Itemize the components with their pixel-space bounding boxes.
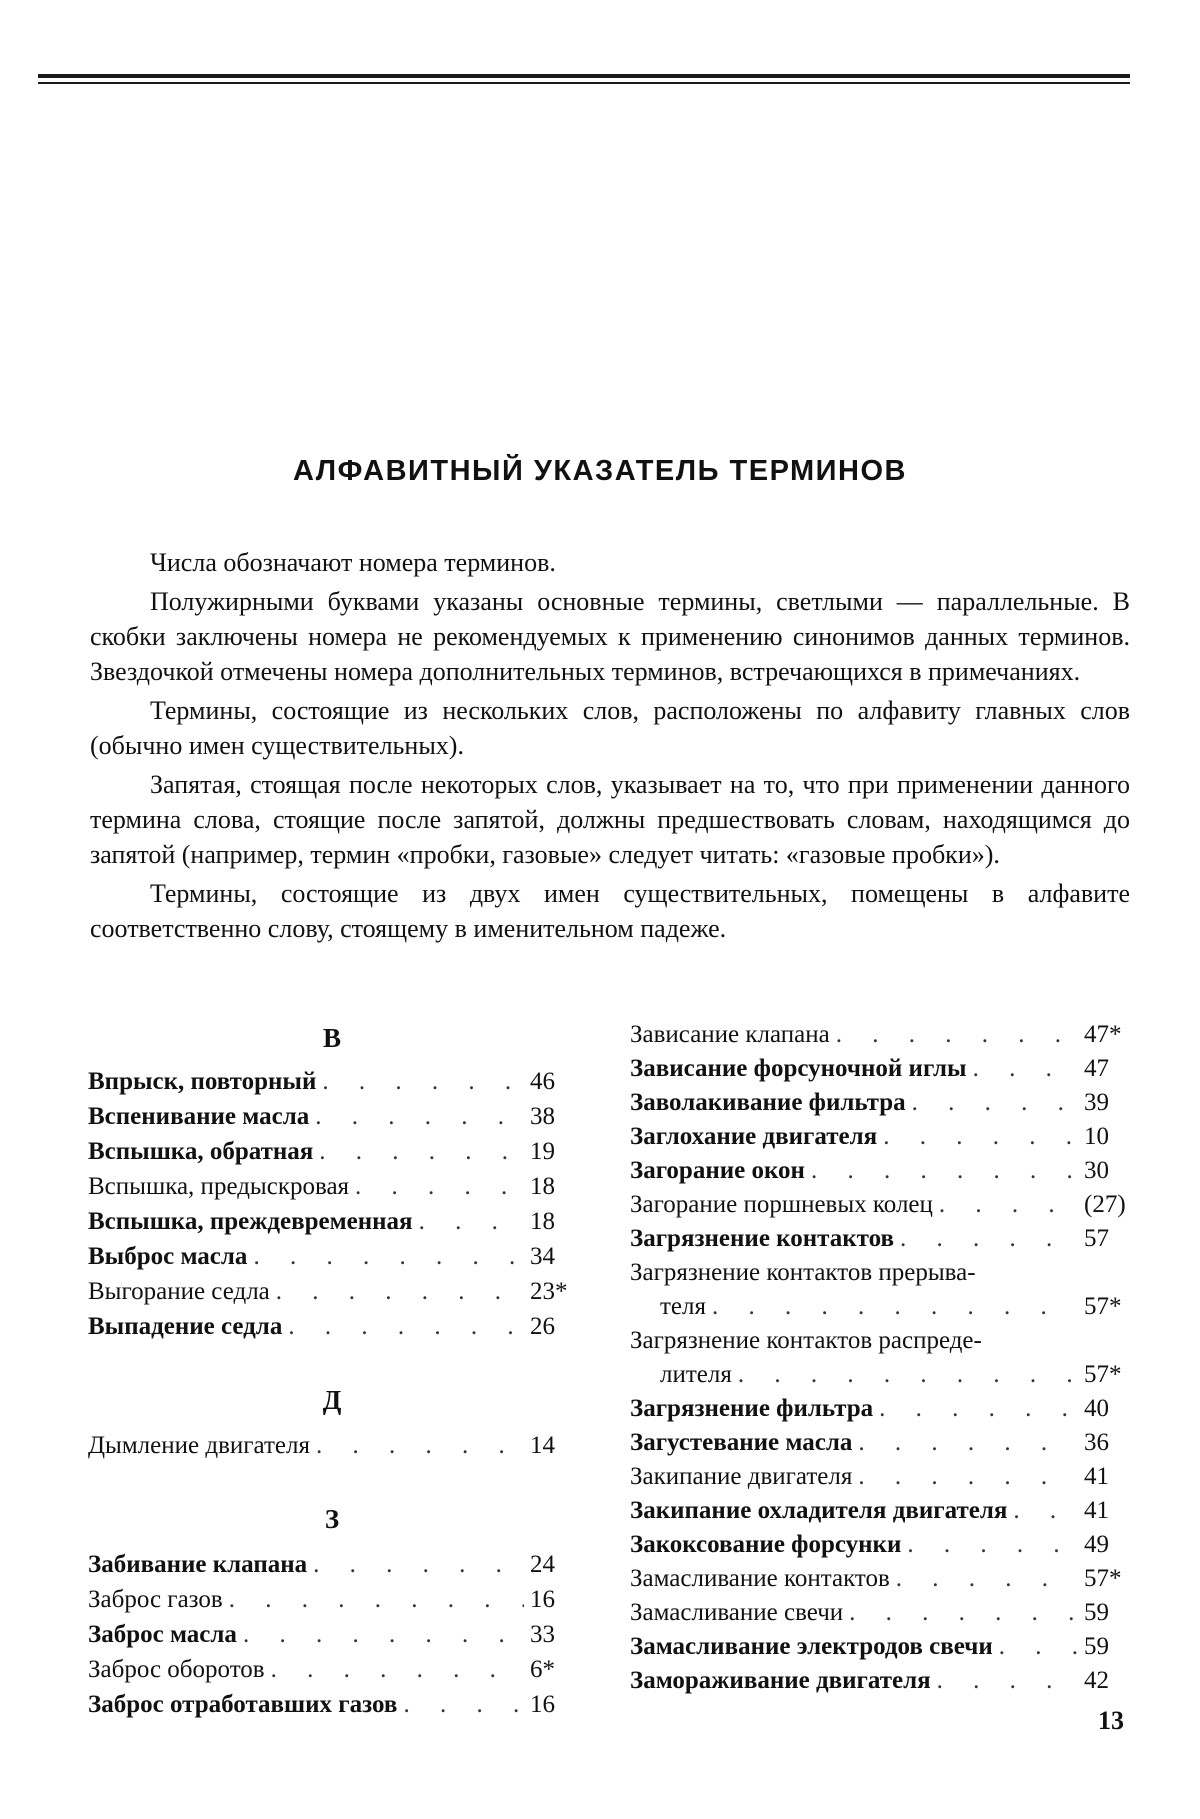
leader-dots <box>973 1052 1078 1086</box>
index-entry <box>630 1460 1130 1494</box>
top-rule <box>38 74 1130 78</box>
top-rule-thin <box>38 82 1130 84</box>
page-title: АЛФАВИТНЫЙ УКАЗАТЕЛЬ ТЕРМИНОВ <box>0 455 1200 488</box>
index-term: Загустевание масла <box>630 1426 852 1460</box>
index-term: Зависание клапана <box>630 1018 830 1052</box>
index-term: Заброс газов <box>88 1582 223 1617</box>
leader-dots <box>253 1239 524 1274</box>
index-number: 47 <box>1084 1052 1130 1086</box>
index-term: Заброс отработавших газов <box>88 1687 397 1722</box>
index-entry <box>630 1664 1130 1698</box>
index-number: 24 <box>530 1547 576 1582</box>
index-column-right <box>630 1018 1130 1698</box>
index-number: 10 <box>1084 1120 1130 1154</box>
leader-dots <box>322 1064 524 1099</box>
index-entry <box>630 1188 1130 1222</box>
index-number: 41 <box>1084 1494 1130 1528</box>
index-term: Вспенивание масла <box>88 1099 309 1134</box>
index-term: Заброс масла <box>88 1617 237 1652</box>
index-entry <box>630 1494 1130 1528</box>
index-number: 57* <box>1084 1358 1130 1392</box>
index-number: 40 <box>1084 1392 1130 1426</box>
index-term-continuation: теля <box>660 1290 706 1324</box>
leader-dots <box>907 1528 1078 1562</box>
leader-dots <box>858 1426 1078 1460</box>
index-term: Замораживание двигателя <box>630 1664 931 1698</box>
leader-dots <box>1013 1494 1078 1528</box>
index-entry <box>88 1547 576 1582</box>
leader-dots <box>276 1274 524 1309</box>
index-term: Заглохание двигателя <box>630 1120 877 1154</box>
index-number: 16 <box>530 1582 576 1617</box>
index-entry <box>88 1099 576 1134</box>
leader-dots <box>896 1562 1078 1596</box>
index-term: Дымление двигателя <box>88 1428 310 1463</box>
index-number: 23* <box>530 1274 576 1309</box>
leader-dots <box>271 1652 524 1687</box>
index-number: 57* <box>1084 1562 1130 1596</box>
index-entry <box>630 1392 1130 1426</box>
index-number: 30 <box>1084 1154 1130 1188</box>
leader-dots <box>912 1086 1078 1120</box>
index-number: 57* <box>1084 1290 1130 1324</box>
index-entry <box>630 1018 1130 1052</box>
index-entry <box>630 1630 1130 1664</box>
index-number: 26 <box>530 1309 576 1344</box>
index-term: Вспышка, обратная <box>88 1134 313 1169</box>
index-number: 34 <box>530 1239 576 1274</box>
index-number: (27) <box>1084 1188 1130 1222</box>
leader-dots <box>319 1134 524 1169</box>
index-term: Выгорание седла <box>88 1274 270 1309</box>
index-number: 42 <box>1084 1664 1130 1698</box>
index-entry <box>630 1052 1130 1086</box>
leader-dots <box>243 1617 524 1652</box>
index-term: Закоксование форсунки <box>630 1528 901 1562</box>
index-number: 36 <box>1084 1426 1130 1460</box>
index-number: 59 <box>1084 1596 1130 1630</box>
leader-dots <box>858 1460 1078 1494</box>
index-number: 14 <box>530 1428 576 1463</box>
index-entry <box>88 1239 576 1274</box>
page-number: 13 <box>1098 1706 1124 1736</box>
letter-heading-d: Д <box>88 1380 576 1420</box>
index-term: Вспышка, предыскровая <box>88 1169 349 1204</box>
index-entry <box>88 1652 576 1687</box>
leader-dots <box>999 1630 1078 1664</box>
leader-dots <box>229 1582 524 1617</box>
index-term: Замасливание свечи <box>630 1596 843 1630</box>
leader-dots <box>288 1309 524 1344</box>
index-entry <box>630 1154 1130 1188</box>
index-entry <box>88 1617 576 1652</box>
index-column-left <box>88 1018 576 1722</box>
index-term: Замасливание контактов <box>630 1562 890 1596</box>
intro-paragraph: Термины, состоящие из двух имен существительных, помещены в алфавите соответственно слову, стоящему в именительном падеже. <box>90 876 1130 946</box>
index-number: 47* <box>1084 1018 1130 1052</box>
leader-dots <box>849 1596 1078 1630</box>
index-entry <box>88 1134 576 1169</box>
index-term: Закипание охладителя двигателя <box>630 1494 1007 1528</box>
leader-dots <box>939 1188 1078 1222</box>
index-entry <box>630 1596 1130 1630</box>
index-number: 18 <box>530 1204 576 1239</box>
leader-dots <box>900 1222 1078 1256</box>
index-number: 46 <box>530 1064 576 1099</box>
index-entry <box>88 1428 576 1463</box>
index-term: Заброс оборотов <box>88 1652 265 1687</box>
intro-paragraph: Числа обозначают номера терминов. <box>90 545 1130 580</box>
index-number: 16 <box>530 1687 576 1722</box>
leader-dots <box>811 1154 1078 1188</box>
intro-paragraph: Полужирными буквами указаны основные термины, светлыми — параллельные. В скобки заключены номера не рекомендуемых к применению синонимов данных терминов. Звездочкой отмечены номера дополнительных терминов, встречающихся в примечаниях. <box>90 584 1130 689</box>
index-term: Впрыск, повторный <box>88 1064 316 1099</box>
index-number: 38 <box>530 1099 576 1134</box>
leader-dots <box>403 1687 524 1722</box>
letter-heading-v: В <box>88 1018 576 1058</box>
index-number: 39 <box>1084 1086 1130 1120</box>
index-term: Загорание поршневых колец <box>630 1188 933 1222</box>
index-term: Вспышка, преждевременная <box>88 1204 413 1239</box>
index-term: Заволакивание фильтра <box>630 1086 906 1120</box>
index-number: 6* <box>530 1652 576 1687</box>
index-term-line: Загрязнение контактов распреде- <box>630 1324 1130 1358</box>
leader-dots <box>937 1664 1078 1698</box>
leader-dots <box>315 1099 524 1134</box>
index-entry <box>630 1222 1130 1256</box>
index-entry <box>630 1426 1130 1460</box>
index-term-line: Загрязнение контактов прерыва- <box>630 1256 1130 1290</box>
letter-heading-z: З <box>88 1499 576 1539</box>
leader-dots <box>883 1120 1078 1154</box>
leader-dots <box>836 1018 1078 1052</box>
index-term: Закипание двигателя <box>630 1460 852 1494</box>
index-entry <box>88 1169 576 1204</box>
index-term: Загорание окон <box>630 1154 805 1188</box>
index-entry <box>630 1120 1130 1154</box>
index-number: 59 <box>1084 1630 1130 1664</box>
index-entry <box>630 1358 1130 1392</box>
index-number: 49 <box>1084 1528 1130 1562</box>
leader-dots <box>712 1290 1078 1324</box>
index-number: 18 <box>530 1169 576 1204</box>
leader-dots <box>419 1204 524 1239</box>
leader-dots <box>738 1358 1078 1392</box>
index-term: Замасливание электродов свечи <box>630 1630 993 1664</box>
index-term-continuation: лителя <box>660 1358 732 1392</box>
index-entry <box>630 1290 1130 1324</box>
index-entry <box>88 1582 576 1617</box>
index-term: Загрязнение фильтра <box>630 1392 873 1426</box>
index-entry <box>630 1562 1130 1596</box>
index-entry <box>88 1204 576 1239</box>
index-entry <box>88 1274 576 1309</box>
index-entry <box>630 1528 1130 1562</box>
index-entry <box>88 1309 576 1344</box>
leader-dots <box>879 1392 1078 1426</box>
index-term: Забивание клапана <box>88 1547 307 1582</box>
index-entry <box>88 1687 576 1722</box>
leader-dots <box>355 1169 524 1204</box>
intro-paragraph: Запятая, стоящая после некоторых слов, указывает на то, что при применении данного термина слова, стоящие после запятой, должны предшествовать словам, находящимся до запятой (например, термин «пробки, газовые» следует читать: «газовые пробки»). <box>90 767 1130 872</box>
index-term: Зависание форсуночной иглы <box>630 1052 967 1086</box>
index-number: 33 <box>530 1617 576 1652</box>
index-entry <box>88 1064 576 1099</box>
index-number: 57 <box>1084 1222 1130 1256</box>
index-entry <box>630 1086 1130 1120</box>
index-term: Выброс масла <box>88 1239 247 1274</box>
intro-paragraph: Термины, состоящие из нескольких слов, расположены по алфавиту главных слов (обычно имен существительных). <box>90 693 1130 763</box>
index-number: 41 <box>1084 1460 1130 1494</box>
index-term: Загрязнение контактов <box>630 1222 894 1256</box>
index-number: 19 <box>530 1134 576 1169</box>
leader-dots <box>316 1428 524 1463</box>
index-term: Выпадение седла <box>88 1309 282 1344</box>
intro-text <box>90 545 1130 950</box>
leader-dots <box>313 1547 524 1582</box>
